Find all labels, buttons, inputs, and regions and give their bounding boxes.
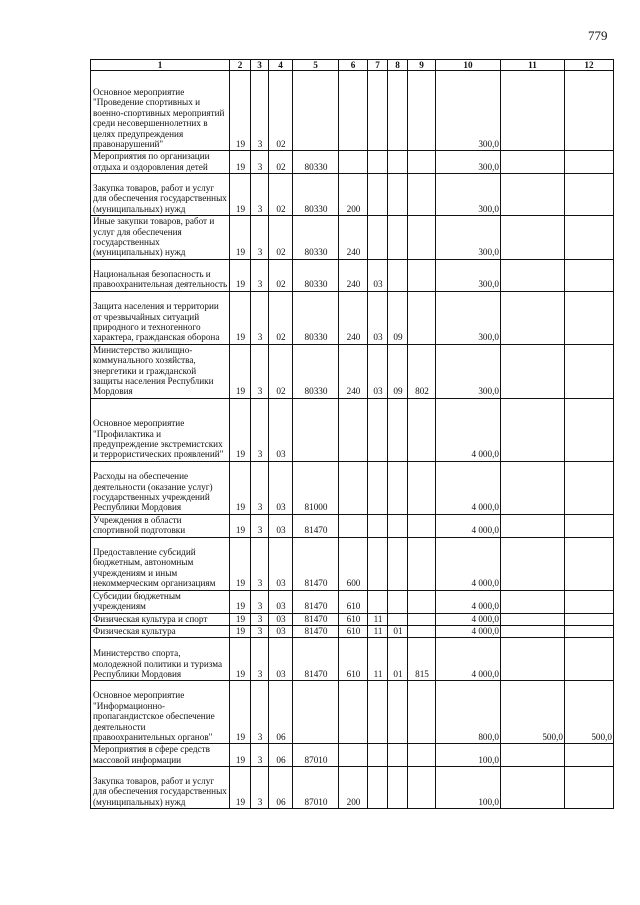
column-header: 4 xyxy=(269,60,293,71)
code-cell xyxy=(408,681,436,744)
code-cell: 3 xyxy=(251,681,269,744)
amount-cell: 4 000,0 xyxy=(436,398,501,461)
table-row xyxy=(91,174,614,216)
amount-cell xyxy=(565,767,614,809)
table-row xyxy=(91,514,614,537)
amount-cell xyxy=(565,613,614,625)
code-cell: 3 xyxy=(251,613,269,625)
code-cell xyxy=(388,398,408,461)
code-cell xyxy=(368,71,388,151)
code-cell: 06 xyxy=(269,767,293,809)
code-cell: 19 xyxy=(230,216,251,260)
table-row xyxy=(91,590,614,613)
code-cell xyxy=(408,514,436,537)
code-cell: 11 xyxy=(368,613,388,625)
item-name-cell: Защита населения и территории от чрезвычайных ситуаций природного и техногенного характера, гражданская оборона xyxy=(91,291,230,344)
code-cell: 3 xyxy=(251,151,269,174)
code-cell xyxy=(388,216,408,260)
code-cell xyxy=(368,767,388,809)
code-cell: 03 xyxy=(269,514,293,537)
item-name-cell: Основное мероприятие "Проведение спортивных и военно-спортивных мероприятий среди несовершеннолетних в целях предупреждения правонарушений" xyxy=(91,71,230,151)
amount-cell xyxy=(501,744,565,767)
code-cell xyxy=(408,613,436,625)
code-cell: 3 xyxy=(251,344,269,398)
code-cell xyxy=(388,744,408,767)
code-cell: 3 xyxy=(251,590,269,613)
code-cell: 240 xyxy=(339,216,368,260)
table-row xyxy=(91,638,614,681)
code-cell xyxy=(368,398,388,461)
code-cell: 3 xyxy=(251,398,269,461)
code-cell: 11 xyxy=(368,638,388,681)
code-cell: 802 xyxy=(408,344,436,398)
code-cell xyxy=(368,151,388,174)
item-name-cell: Субсидии бюджетным учреждениям xyxy=(91,590,230,613)
code-cell: 80330 xyxy=(293,344,339,398)
code-cell: 3 xyxy=(251,174,269,216)
item-name-cell: Иные закупки товаров, работ и услуг для обеспечения государственных (муниципальных) нужд xyxy=(91,216,230,260)
amount-cell: 100,0 xyxy=(436,744,501,767)
amount-cell xyxy=(501,613,565,625)
page-number: 779 xyxy=(588,28,608,43)
amount-cell xyxy=(501,537,565,590)
code-cell xyxy=(293,398,339,461)
code-cell xyxy=(368,681,388,744)
column-header: 9 xyxy=(408,60,436,71)
code-cell xyxy=(368,537,388,590)
code-cell xyxy=(408,216,436,260)
code-cell: 19 xyxy=(230,461,251,514)
amount-cell xyxy=(565,590,614,613)
code-cell: 03 xyxy=(269,638,293,681)
code-cell: 19 xyxy=(230,744,251,767)
code-cell: 09 xyxy=(388,344,408,398)
amount-cell xyxy=(565,259,614,291)
code-cell xyxy=(388,461,408,514)
amount-cell xyxy=(565,638,614,681)
amount-cell xyxy=(565,291,614,344)
item-name-cell: Основное мероприятие "Информационно-пропагандистское обеспечение деятельности правоохранительных органов" xyxy=(91,681,230,744)
code-cell xyxy=(368,216,388,260)
code-cell xyxy=(368,590,388,613)
amount-cell xyxy=(565,537,614,590)
item-name-cell: Расходы на обеспечение деятельности (оказание услуг) государственных учреждений Республики Мордовия xyxy=(91,461,230,514)
code-cell: 87010 xyxy=(293,744,339,767)
amount-cell: 4 000,0 xyxy=(436,514,501,537)
column-header: 3 xyxy=(251,60,269,71)
code-cell xyxy=(408,461,436,514)
column-header: 6 xyxy=(339,60,368,71)
table-row xyxy=(91,767,614,809)
code-cell: 3 xyxy=(251,767,269,809)
amount-cell xyxy=(501,625,565,637)
code-cell: 19 xyxy=(230,681,251,744)
column-header: 5 xyxy=(293,60,339,71)
code-cell xyxy=(408,590,436,613)
code-cell: 11 xyxy=(368,625,388,637)
code-cell xyxy=(339,744,368,767)
code-cell: 3 xyxy=(251,744,269,767)
code-cell xyxy=(408,767,436,809)
table-row xyxy=(91,151,614,174)
code-cell: 19 xyxy=(230,259,251,291)
table-row xyxy=(91,625,614,637)
amount-cell: 500,0 xyxy=(565,681,614,744)
code-cell xyxy=(388,151,408,174)
amount-cell: 300,0 xyxy=(436,151,501,174)
amount-cell xyxy=(501,216,565,260)
amount-cell xyxy=(565,514,614,537)
amount-cell xyxy=(565,398,614,461)
table-row xyxy=(91,398,614,461)
code-cell: 81470 xyxy=(293,514,339,537)
code-cell xyxy=(339,681,368,744)
code-cell: 03 xyxy=(368,344,388,398)
code-cell: 610 xyxy=(339,613,368,625)
code-cell xyxy=(339,71,368,151)
code-cell xyxy=(388,514,408,537)
column-header: 12 xyxy=(565,60,614,71)
item-name-cell: Основное мероприятие "Профилактика и предупреждение экстремистских и террористических проявлений" xyxy=(91,398,230,461)
code-cell xyxy=(408,151,436,174)
amount-cell xyxy=(565,625,614,637)
code-cell: 19 xyxy=(230,590,251,613)
code-cell xyxy=(408,291,436,344)
code-cell: 19 xyxy=(230,174,251,216)
amount-cell: 4 000,0 xyxy=(436,537,501,590)
column-header: 1 xyxy=(91,60,230,71)
table-row xyxy=(91,216,614,260)
code-cell: 19 xyxy=(230,514,251,537)
code-cell: 87010 xyxy=(293,767,339,809)
table-row xyxy=(91,744,614,767)
code-cell xyxy=(408,398,436,461)
code-cell xyxy=(388,537,408,590)
code-cell: 19 xyxy=(230,71,251,151)
column-header: 8 xyxy=(388,60,408,71)
code-cell: 06 xyxy=(269,744,293,767)
code-cell xyxy=(293,71,339,151)
code-cell: 81470 xyxy=(293,625,339,637)
amount-cell: 4 000,0 xyxy=(436,625,501,637)
code-cell: 81470 xyxy=(293,638,339,681)
code-cell xyxy=(368,744,388,767)
code-cell: 02 xyxy=(269,174,293,216)
code-cell: 240 xyxy=(339,344,368,398)
code-cell: 80330 xyxy=(293,291,339,344)
code-cell: 03 xyxy=(269,590,293,613)
amount-cell: 300,0 xyxy=(436,259,501,291)
code-cell: 03 xyxy=(269,625,293,637)
table-row xyxy=(91,461,614,514)
code-cell: 09 xyxy=(388,291,408,344)
amount-cell: 4 000,0 xyxy=(436,590,501,613)
code-cell: 3 xyxy=(251,638,269,681)
code-cell xyxy=(408,537,436,590)
amount-cell xyxy=(501,151,565,174)
code-cell: 03 xyxy=(368,259,388,291)
column-header: 10 xyxy=(436,60,501,71)
table-row xyxy=(91,537,614,590)
amount-cell xyxy=(501,344,565,398)
code-cell: 19 xyxy=(230,625,251,637)
code-cell: 01 xyxy=(388,638,408,681)
code-cell: 81470 xyxy=(293,590,339,613)
amount-cell: 300,0 xyxy=(436,71,501,151)
code-cell xyxy=(339,398,368,461)
code-cell: 3 xyxy=(251,71,269,151)
item-name-cell: Мероприятия в сфере средств массовой информации xyxy=(91,744,230,767)
amount-cell xyxy=(565,151,614,174)
amount-cell xyxy=(501,291,565,344)
code-cell: 19 xyxy=(230,613,251,625)
code-cell xyxy=(408,259,436,291)
code-cell: 3 xyxy=(251,291,269,344)
code-cell xyxy=(339,151,368,174)
code-cell xyxy=(408,174,436,216)
item-name-cell: Предоставление субсидий бюджетным, автономным учреждениям и иным некоммерческим организациям xyxy=(91,537,230,590)
code-cell: 80330 xyxy=(293,174,339,216)
amount-cell xyxy=(501,259,565,291)
amount-cell xyxy=(501,590,565,613)
code-cell: 80330 xyxy=(293,216,339,260)
code-cell: 03 xyxy=(269,537,293,590)
code-cell: 19 xyxy=(230,398,251,461)
code-cell: 610 xyxy=(339,625,368,637)
code-cell: 03 xyxy=(269,398,293,461)
code-cell: 19 xyxy=(230,767,251,809)
item-name-cell: Закупка товаров, работ и услуг для обеспечения государственных (муниципальных) нужд xyxy=(91,174,230,216)
amount-cell xyxy=(501,767,565,809)
code-cell: 81000 xyxy=(293,461,339,514)
code-cell: 600 xyxy=(339,537,368,590)
table-header-row xyxy=(91,60,614,71)
amount-cell: 4 000,0 xyxy=(436,613,501,625)
code-cell: 3 xyxy=(251,216,269,260)
code-cell xyxy=(388,681,408,744)
code-cell: 19 xyxy=(230,638,251,681)
amount-cell: 300,0 xyxy=(436,174,501,216)
code-cell: 03 xyxy=(269,613,293,625)
amount-cell: 100,0 xyxy=(436,767,501,809)
amount-cell xyxy=(565,71,614,151)
table-row xyxy=(91,344,614,398)
amount-cell xyxy=(565,344,614,398)
code-cell: 81470 xyxy=(293,537,339,590)
code-cell: 19 xyxy=(230,151,251,174)
code-cell: 03 xyxy=(269,461,293,514)
code-cell xyxy=(368,514,388,537)
amount-cell xyxy=(501,638,565,681)
column-header: 2 xyxy=(230,60,251,71)
code-cell: 815 xyxy=(408,638,436,681)
code-cell: 3 xyxy=(251,625,269,637)
code-cell: 19 xyxy=(230,344,251,398)
code-cell: 200 xyxy=(339,767,368,809)
code-cell: 3 xyxy=(251,514,269,537)
code-cell: 610 xyxy=(339,590,368,613)
table-row xyxy=(91,613,614,625)
budget-table xyxy=(90,59,614,809)
amount-cell: 4 000,0 xyxy=(436,461,501,514)
code-cell: 3 xyxy=(251,259,269,291)
code-cell: 80330 xyxy=(293,259,339,291)
amount-cell xyxy=(501,514,565,537)
table-row xyxy=(91,71,614,151)
code-cell xyxy=(388,174,408,216)
amount-cell xyxy=(501,461,565,514)
code-cell: 06 xyxy=(269,681,293,744)
amount-cell: 500,0 xyxy=(501,681,565,744)
item-name-cell: Физическая культура xyxy=(91,625,230,637)
amount-cell xyxy=(565,216,614,260)
code-cell xyxy=(388,613,408,625)
column-header: 11 xyxy=(501,60,565,71)
code-cell xyxy=(408,71,436,151)
code-cell xyxy=(339,514,368,537)
item-name-cell: Национальная безопасность и правоохранительная деятельность xyxy=(91,259,230,291)
amount-cell xyxy=(565,744,614,767)
code-cell: 03 xyxy=(368,291,388,344)
item-name-cell: Министерство спорта, молодежной политики и туризма Республики Мордовия xyxy=(91,638,230,681)
item-name-cell: Физическая культура и спорт xyxy=(91,613,230,625)
code-cell: 19 xyxy=(230,537,251,590)
code-cell xyxy=(408,625,436,637)
code-cell: 19 xyxy=(230,291,251,344)
amount-cell xyxy=(565,461,614,514)
code-cell: 02 xyxy=(269,259,293,291)
code-cell: 02 xyxy=(269,291,293,344)
code-cell: 240 xyxy=(339,291,368,344)
table-row xyxy=(91,291,614,344)
code-cell: 01 xyxy=(388,625,408,637)
code-cell: 3 xyxy=(251,537,269,590)
code-cell: 02 xyxy=(269,71,293,151)
amount-cell: 300,0 xyxy=(436,344,501,398)
code-cell xyxy=(408,744,436,767)
code-cell xyxy=(339,461,368,514)
code-cell: 02 xyxy=(269,216,293,260)
code-cell: 3 xyxy=(251,461,269,514)
column-header: 7 xyxy=(368,60,388,71)
code-cell: 02 xyxy=(269,151,293,174)
code-cell: 81470 xyxy=(293,613,339,625)
code-cell xyxy=(388,259,408,291)
code-cell: 200 xyxy=(339,174,368,216)
amount-cell xyxy=(501,174,565,216)
code-cell: 02 xyxy=(269,344,293,398)
amount-cell: 300,0 xyxy=(436,291,501,344)
amount-cell xyxy=(501,398,565,461)
code-cell: 610 xyxy=(339,638,368,681)
table-row xyxy=(91,259,614,291)
amount-cell: 800,0 xyxy=(436,681,501,744)
amount-cell xyxy=(565,174,614,216)
item-name-cell: Мероприятия по организации отдыха и оздоровления детей xyxy=(91,151,230,174)
item-name-cell: Закупка товаров, работ и услуг для обеспечения государственных (муниципальных) нужд xyxy=(91,767,230,809)
code-cell: 240 xyxy=(339,259,368,291)
code-cell xyxy=(368,174,388,216)
amount-cell: 300,0 xyxy=(436,216,501,260)
amount-cell xyxy=(501,71,565,151)
item-name-cell: Министерство жилищно-коммунального хозяйства, энергетики и гражданской защиты населения Республики Мордовия xyxy=(91,344,230,398)
code-cell xyxy=(388,767,408,809)
code-cell xyxy=(293,681,339,744)
code-cell xyxy=(388,590,408,613)
item-name-cell: Учреждения в области спортивной подготовки xyxy=(91,514,230,537)
code-cell xyxy=(368,461,388,514)
code-cell: 80330 xyxy=(293,151,339,174)
table-row xyxy=(91,681,614,744)
code-cell xyxy=(388,71,408,151)
amount-cell: 4 000,0 xyxy=(436,638,501,681)
